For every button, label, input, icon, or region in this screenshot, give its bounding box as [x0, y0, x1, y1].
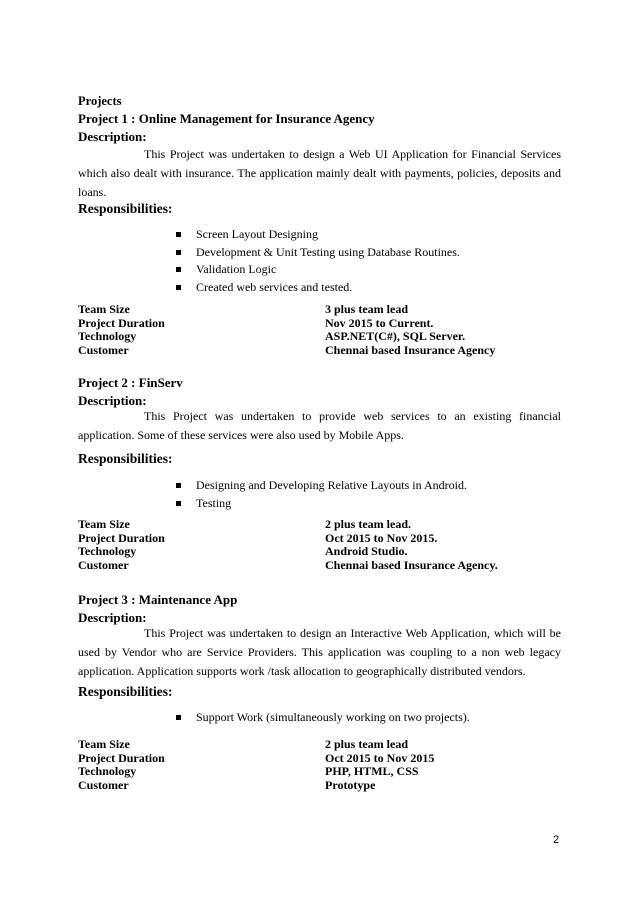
info-row: Customer Prototype — [78, 777, 376, 792]
project-3-responsibilities-list — [175, 709, 470, 727]
bullet-square-icon — [176, 232, 181, 237]
list-item: Testing — [175, 495, 467, 513]
list-item: Screen Layout Designing — [175, 226, 460, 244]
project-1-description-label: Description: — [78, 129, 147, 144]
list-item: Designing and Developing Relative Layouts in Android. — [175, 477, 467, 495]
bullet-square-icon — [176, 285, 181, 290]
project-3-info — [78, 738, 548, 792]
info-row: Technology PHP, HTML, CSS — [78, 764, 419, 778]
project-2-responsibilities-label: Responsibilities: — [78, 451, 173, 466]
page-number: 2 — [553, 834, 560, 846]
bullet-square-icon — [176, 715, 181, 720]
list-item: Created web services and tested. — [175, 279, 460, 297]
list-item: Validation Logic — [175, 261, 460, 279]
bullet-square-icon — [176, 501, 181, 506]
project-3-title: Project 3 : Maintenance App — [78, 592, 238, 607]
bullet-square-icon — [176, 250, 181, 255]
project-2-info — [78, 518, 548, 572]
info-row: Project Duration Nov 2015 to Current. — [78, 315, 434, 330]
project-2-description-label: Description: — [78, 393, 147, 408]
project-2-title: Project 2 : FinServ — [78, 375, 183, 390]
info-row: Project Duration Oct 2015 to Nov 2015 — [78, 750, 435, 765]
info-row: Customer Chennai based Insurance Agency. — [78, 557, 498, 572]
project-3-description: This Project was undertaken to design an Interactive Web Application, which will be used by Vendor who are Service Providers. This application was coupling to a non web legacy application. Application supports work /task allocation to geographically distributed vendors. — [78, 626, 561, 678]
info-row: Team Size 2 plus team lead — [78, 737, 409, 751]
bullet-square-icon — [176, 267, 181, 272]
project-3-responsibilities-label: Responsibilities: — [78, 684, 173, 699]
info-row: Team Size 2 plus team lead. — [78, 517, 412, 531]
info-row: Project Duration Oct 2015 to Nov 2015. — [78, 530, 438, 545]
project-1-title: Project 1 : Online Management for Insurance Agency — [78, 111, 375, 126]
project-2-description: This Project was undertaken to provide web services to an existing financial application. Some of these services were also used by Mobile Apps. — [78, 409, 561, 442]
project-1-responsibilities-list — [175, 226, 460, 296]
project-1-info — [78, 303, 548, 357]
project-3-description-label: Description: — [78, 610, 147, 625]
info-row: Team Size 3 plus team lead — [78, 302, 409, 316]
project-1-responsibilities-label: Responsibilities: — [78, 201, 173, 216]
info-row: Customer Chennai based Insurance Agency — [78, 342, 496, 357]
section-heading: Projects — [78, 94, 122, 108]
bullet-square-icon — [176, 483, 181, 488]
project-2-responsibilities-list — [175, 477, 467, 512]
project-1-description: This Project was undertaken to design a Web UI Application for Financial Services which also dealt with insurance. The application mainly dealt with payments, policies, deposits and loans. — [78, 147, 561, 199]
list-item: Development & Unit Testing using Database Routines. — [175, 244, 460, 262]
info-row: Technology ASP.NET(C#), SQL Server. — [78, 329, 466, 343]
list-item: Support Work (simultaneously working on two projects). — [175, 709, 470, 727]
info-row: Technology Android Studio. — [78, 544, 408, 558]
